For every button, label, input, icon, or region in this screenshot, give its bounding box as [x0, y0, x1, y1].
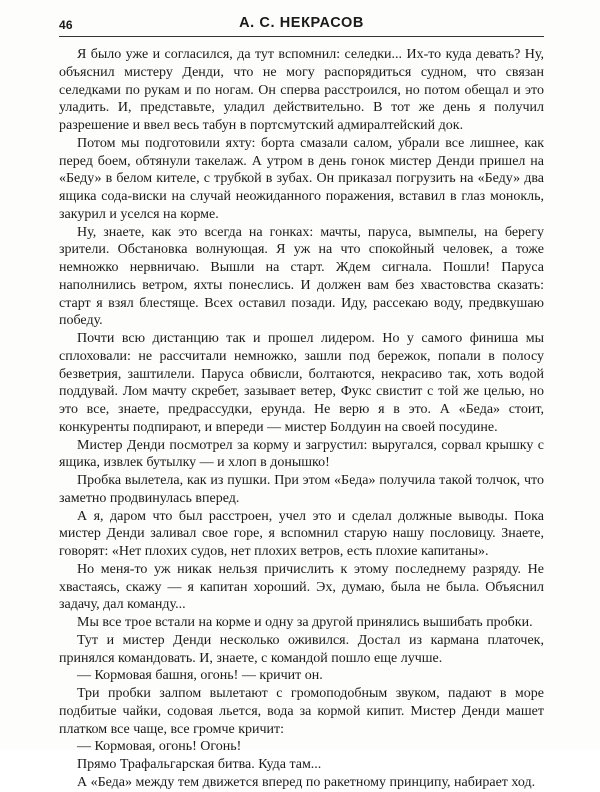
paragraph: Почти всю дистанцию так и прошел лидером. Но у самого финиша мы сплоховали: не рассчитали немножко, зашли под бережок, попали в полосу безветрия, заштилели. Паруса обвисли, болтаются, некрасиво так, хоть водой поддувай. Лом мачту скребет, зазывает ветер, Фукс свистит с той же целью, но это все, знаете, предрассудки, ерунда. Не верю я в это. А «Беда» стоит, конкуренты подпирают, и впереди — мистер Болдуин на своей посудине.: [59, 331, 544, 435]
body-text: [59, 46, 544, 792]
paragraph: — Кормовая башня, огонь! — кричит он.: [77, 668, 323, 684]
paragraph: А «Беда» между тем движется вперед по ракетному принципу, набирает ход.: [77, 774, 536, 790]
paragraph: Но меня-то уж никак нельзя причислить к этому последнему разряду. Не хвастаясь, скажу — я капитан хороший. Эх, думаю, была не была. Объяснил задачу, дал команду...: [59, 561, 544, 613]
paragraph: Прямо Трафальгарская битва. Куда там...: [77, 757, 322, 772]
author-name: А. С. НЕКРАСОВ: [239, 15, 364, 31]
paragraph: Я было уже и согласился, да тут вспомнил: селедки... Их-то куда девать? Ну, объяснил мистеру Денди, что не могу распорядиться судном, что связан селедками по рукам и по ногам. Он сперва расстроился, но потом обещал и это уладить. И, представьте, уладил действительно. В тот же день я получил разрешение и ввел весь табун в портсмутский адмиралтейский док.: [59, 47, 544, 133]
paragraph: Три пробки залпом вылетают с громоподобным звуком, падают в море подбитые чайки, содовая льется, вода за кормой кипит. Мистер Денди машет платком все чаще, все громче кричит:: [59, 686, 544, 737]
paragraph: Потом мы подготовили яхту: борта смазали салом, убрали все лишнее, как перед боем, обтянули такелаж. А утром в день гонок мистер Денди пришел на «Беду» в белом кителе, с трубкой в зубах. Он приказал погрузить на «Беду» два ящика сода-виски на случай неожиданного поражения, вставил в глаз монокль, закурил и уселся на корме.: [59, 135, 544, 222]
paragraph: Ну, знаете, как это всегда на гонках: мачты, паруса, вымпелы, на берегу зрители. Обстановка волнующая. Я уж на что спокойный человек, а тоже немножко нервничаю. Вышли на старт. Ждем сигнала. Пошли! Паруса наполнились ветром, яхты понеслись. И должен вам без хвастовства сказать: старт я взял блестяще. Всех оставил позади. Иду, рассекаю воду, предвкушаю победу.: [59, 224, 544, 329]
paragraph: Пробка вылетела, как из пушки. При этом «Беда» получила такой толчок, что заметно продвинулась вперед.: [59, 473, 544, 506]
running-head: [59, 10, 544, 36]
header-rule: [59, 36, 544, 37]
paragraph: Мистер Денди посмотрел за корму и загрустил: выругался, сорвал крышку с ящика, извлек бутылку — и хлоп в донышко!: [59, 437, 544, 471]
paragraph: Тут и мистер Денди несколько оживился. Достал из кармана платочек, принялся командовать. И, знаете, с командой пошло еще лучше.: [59, 632, 544, 666]
page-number: 46: [59, 18, 73, 32]
paragraph: А я, даром что был расстроен, учел это и сделал должные выводы. Пока мистер Денди заливал свое горе, я вспомнил старую нашу пословицу. Знаете, говорят: «Нет плохих судов, нет плохих ветров, есть плохие капитаны».: [59, 508, 544, 559]
paragraph: Мы все трое встали на корме и одну за другой принялись вышибать пробки.: [77, 615, 533, 630]
paragraph: — Кормовая, огонь! Огонь!: [77, 739, 242, 755]
